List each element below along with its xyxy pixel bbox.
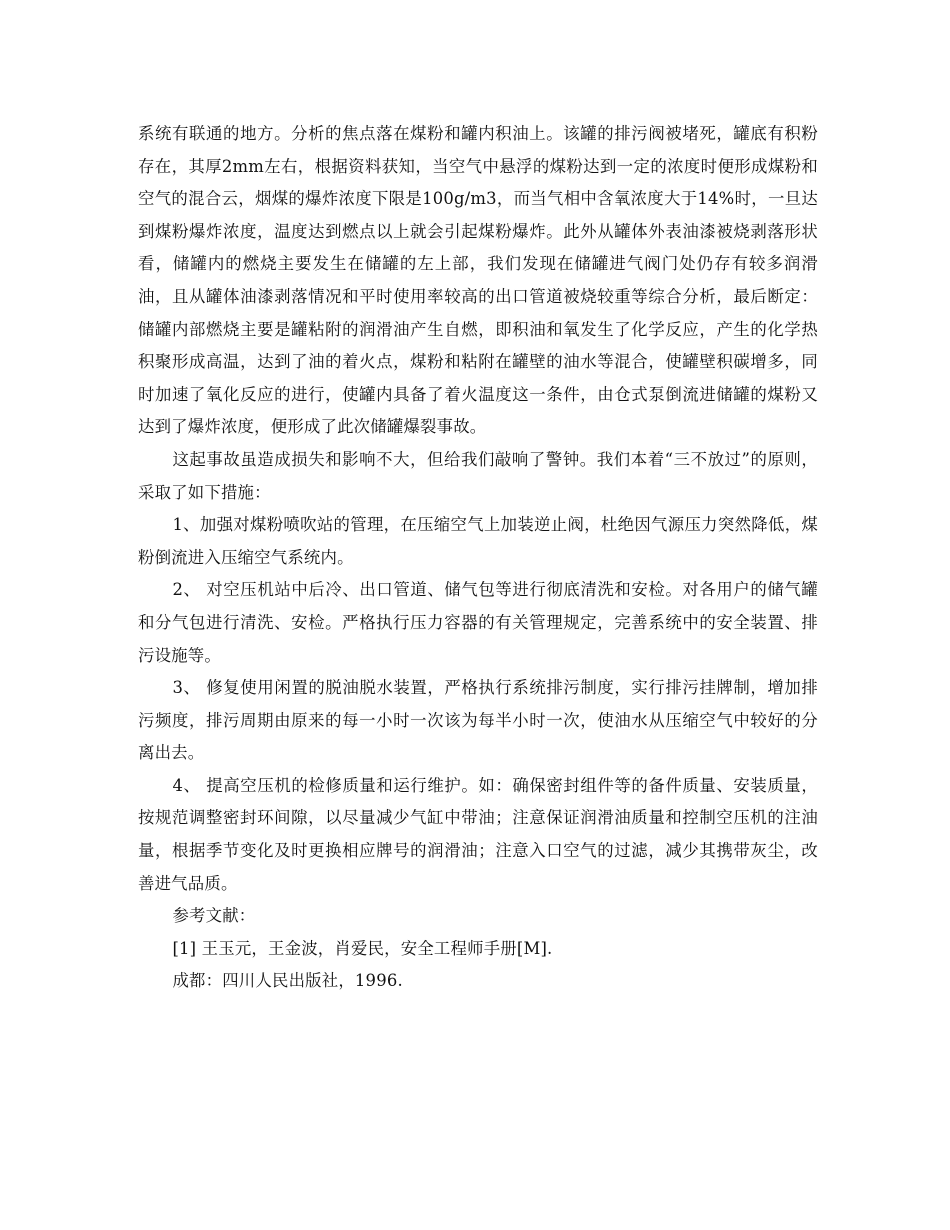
paragraph-measure-4: 4、 提高空压机的检修质量和运行维护。如：确保密封组件等的备件质量、安装质量，按规范调整密封环间隙，以尽量减少气缸中带油；注意保证润滑油质量和控制空压机的注油量，根据季节变化及时更换相应牌号的润滑油；注意入口空气的过滤，减少其携带灰尘，改善进气品质。 [138,775,818,893]
reference-entry-1-publisher: 成都：四川人民出版社，1996. [172,971,403,991]
paragraph-measures-intro: 这起事故虽造成损失和影响不大，但给我们敲响了警钟。我们本着“三不放过”的原则，采取了如下措施： [138,449,818,502]
paragraph-measure-3: 3、 修复使用闲置的脱油脱水装置，严格执行系统排污制度，实行排污挂牌制，增加排污频度，排污周期由原来的每一小时一次该为每半小时一次，使油水从压缩空气中较好的分离出去。 [138,678,818,763]
reference-entry-1: [1] 王玉元，王金波，肖爱民，安全工程师手册[M]. [172,938,553,958]
references-heading: 参考文献： [172,906,256,926]
document-body [138,118,818,998]
paragraph-measure-2: 2、 对空压机站中后冷、出口管道、储气包等进行彻底清洗和安检。对各用户的储气罐和分气包进行清洗、安检。严格执行压力容器的有关管理规定，完善系统中的安全装置、排污设施等。 [138,580,818,665]
paragraph-measure-1: 1、加强对煤粉喷吹站的管理，在压缩空气上加装逆止阀，杜绝因气源压力突然降低，煤粉倒流进入压缩空气系统内。 [138,515,818,567]
paragraph-accident-analysis: 系统有联通的地方。分析的焦点落在煤粉和罐内积油上。该罐的排污阀被堵死，罐底有积粉存在，其厚2mm左右，根据资料获知，当空气中悬浮的煤粉达到一定的浓度时便形成煤粉和空气的混合云，烟煤的爆炸浓度下限是100g/m3，而当气相中含氧浓度大于14%时，一旦达到煤粉爆炸浓度，温度达到燃点以上就会引起煤粉爆炸。此外从罐体外表油漆被烧剥落形状看，储罐内的燃烧主要发生在储罐的左上部，我们发现在储罐进气阀门处仍存有较多润滑油，且从罐体油漆剥落情况和平时使用率较高的出口管道被烧较重等综合分析，最后断定：储罐内部燃烧主要是罐粘附的润滑油产生自燃，即积油和氧发生了化学反应，产生的化学热积聚形成高温，达到了油的着火点，煤粉和粘附在罐壁的油水等混合，使罐壁积碳增多，同时加速了氧化反应的进行，使罐内具备了着火温度这一条件，由仓式泵倒流进储罐的煤粉又达到了爆炸浓度，便形成了此次储罐爆裂事故。 [138,124,818,437]
